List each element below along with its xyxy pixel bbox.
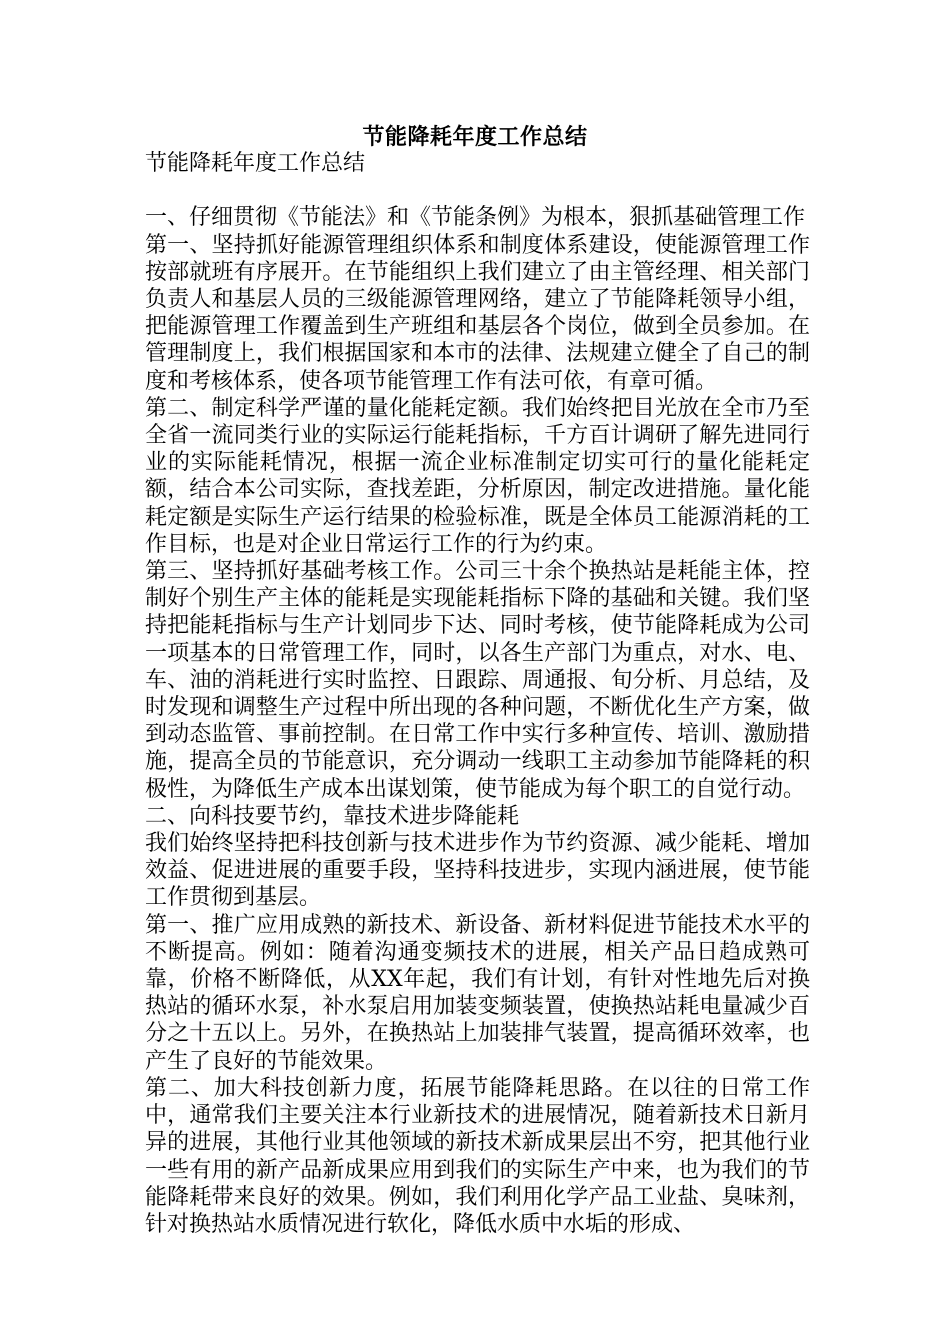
body-paragraph: 第一、推广应用成熟的新技术、新设备、新材料促进节能技术水平的不断提高。例如：随着沟通变频技术的进展，相关产品日趋成熟可靠，价格不断降低，从XX年起，我们有计划，有针对性地先后对换热站的循环水泵，补水泵启用加装变频装置，使换热站耗电量减少百分之十五以上。另外，在换热站上加装排气装置，提高循环效率，也产生了良好的节能效果。 <box>145 912 810 1074</box>
body-paragraph: 第三、坚持抓好基础考核工作。公司三十余个换热站是耗能主体，控制好个别生产主体的能耗是实现能耗指标下降的基础和关键。我们坚持把能耗指标与生产计划同步下达、同时考核，使节能降耗成为公司一项基本的日常管理工作，同时，以各生产部门为重点，对水、电、车、油的消耗进行实时监控、日跟踪、周通报、旬分析、月总结，及时发现和调整生产过程中所出现的各种问题，不断优化生产方案，做到动态监管、事前控制。在日常工作中实行多种宣传、培训、激励措施，提高全员的节能意识，充分调动一线职工主动参加节能降耗的积极性，为降低生产成本出谋划策，使节能成为每个职工的自觉行动。 <box>145 559 810 802</box>
section-heading-1: 一、仔细贯彻《节能法》和《节能条例》为根本，狠抓基础管理工作 <box>145 205 806 231</box>
body-paragraph: 第二、制定科学严谨的量化能耗定额。我们始终把目光放在全市乃至全省一流同类行业的实际运行能耗指标，千方百计调研了解先进同行业的实际能耗情况，根据一流企业标准制定切实可行的量化能耗定额，结合本公司实际，查找差距，分析原因，制定改进措施。量化能耗定额是实际生产运行结果的检验标准，既是全体员工能源消耗的工作目标，也是对企业日常运行工作的行为约束。 <box>145 395 810 557</box>
subtitle-paragraph: 节能降耗年度工作总结 <box>145 151 366 176</box>
body-paragraph: 第二、加大科技创新力度，拓展节能降耗思路。在以往的日常工作中，通常我们主要关注本行业新技术的进展情况，随着新技术日新月异的进展，其他行业其他领域的新技术新成果层出不穷，把其他行业一些有用的新产品新成果应用到我们的实际生产中来，也为我们的节能降耗带来良好的效果。例如，我们利用化学产品工业盐、臭味剂，针对换热站水质情况进行软化，降低水质中水垢的形成、 <box>145 1075 810 1237</box>
blank-line <box>145 177 810 204</box>
document-title: 节能降耗年度工作总结 <box>362 124 588 150</box>
document-body <box>145 150 810 1238</box>
body-paragraph: 第一、坚持抓好能源管理组织体系和制度体系建设，使能源管理工作按部就班有序展开。在节能组织上我们建立了由主管经理、相关部门负责人和基层人员的三级能源管理网络，建立了节能降耗领导小组，把能源管理工作覆盖到生产班组和基层各个岗位，做到全员参加。在管理制度上，我们根据国家和本市的法律、法规建立健全了自己的制度和考核体系，使各项节能管理工作有法可依，有章可循。 <box>145 232 810 394</box>
body-paragraph: 我们始终坚持把科技创新与技术进步作为节约资源、减少能耗、增加效益、促进进展的重要手段，坚持科技进步，实现内涵进展，使节能工作贯彻到基层。 <box>145 831 810 911</box>
section-heading-2: 二、向科技要节约，靠技术进步降能耗 <box>145 803 520 829</box>
